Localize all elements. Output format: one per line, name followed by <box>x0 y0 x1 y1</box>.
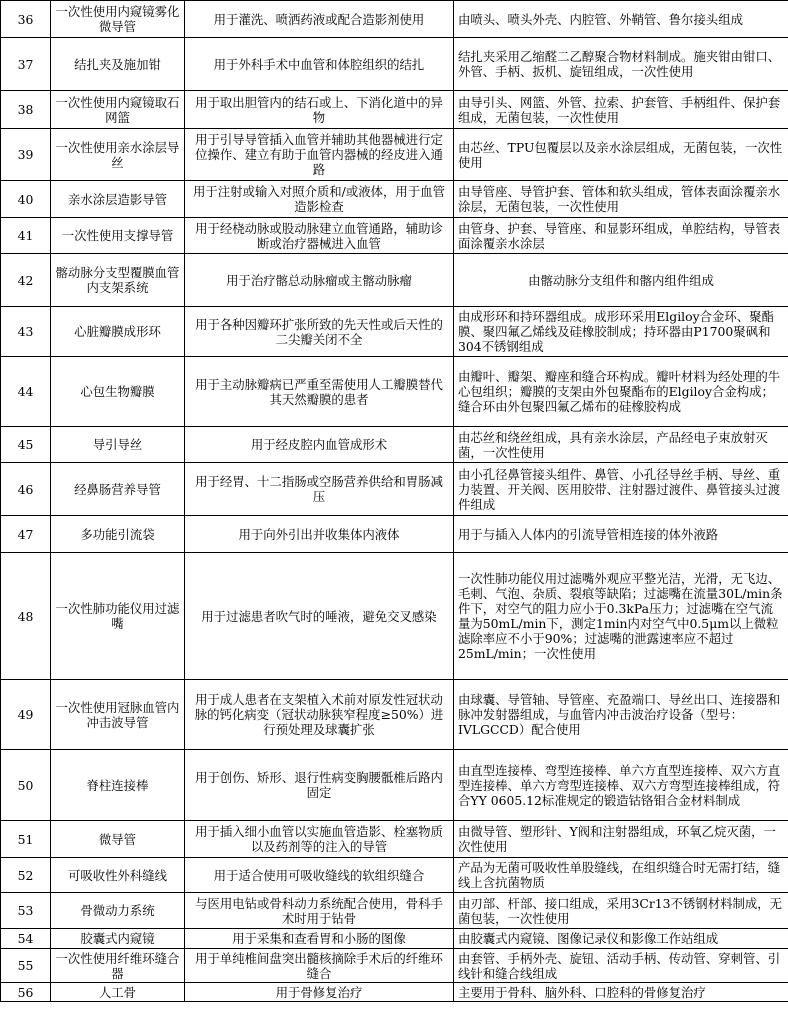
intended-use: 用于插入细小血管以实施血管造影、栓塞物质以及药剂等的注入的导管 <box>185 821 454 858</box>
table-row <box>1 357 788 427</box>
structure-composition: 由微导管、塑形针、Y阀和注射器组成，环氧乙烷灭菌，一次性使用 <box>454 821 788 858</box>
intended-use: 用于适合使用可吸收缝线的软组织缝合 <box>185 858 454 893</box>
intended-use: 与医用电钻或骨科动力系统配合使用，骨科手术时用于钻骨 <box>185 893 454 929</box>
row-number: 52 <box>1 858 51 893</box>
structure-composition: 由刃部、杆部、接口组成，采用3Cr13不锈钢材料制成，无菌包装，一次性使用 <box>454 893 788 929</box>
product-name: 一次性使用支撑导管 <box>51 218 185 254</box>
structure-composition: 一次性肺功能仪用过滤嘴外观应平整光洁，光滑，无飞边、毛刺、气泡、杂质、裂痕等缺陷；过滤嘴在流量30L/min条件下，对空气的阻力应小于0.3kPa压力；过滤嘴在空气流量为50mL/min下，测定1min内对空气中0.5μm以上微粒滤除率应不小于90%；过滤嘴的泄露速率应不超过25mL/min；一次性使用 <box>454 553 788 680</box>
row-number: 42 <box>1 254 51 307</box>
structure-composition: 产品为无菌可吸收性单股缝线，在组织缝合时无需打结，缝线上含抗菌物质 <box>454 858 788 893</box>
structure-composition: 用于与插入人体内的引流导管相连接的体外液路 <box>454 516 788 553</box>
intended-use: 用于各种因瓣环扩张所致的先天性或后天性的二尖瓣关闭不全 <box>185 307 454 357</box>
intended-use: 用于经皮腔内血管成形术 <box>185 427 454 463</box>
structure-composition: 由导管座、导管护套、管体和软头组成，管体表面涂覆亲水涂层，无菌包装，一次性使用 <box>454 181 788 218</box>
product-name: 经鼻肠营养导管 <box>51 463 185 516</box>
intended-use: 用于经桡动脉或股动脉建立血管通路，辅助诊断或治疗器械进入血管 <box>185 218 454 254</box>
table-row <box>1 680 788 750</box>
structure-composition: 由直型连接棒、弯型连接棒、单六方直型连接棒、双六方直型连接棒、单六方弯型连接棒、双六方弯型连接棒组成，符合YY 0605.12标准规定的锻造钴铬钼合金材料制成 <box>454 750 788 821</box>
structure-composition: 由芯丝、TPU包覆层以及亲水涂层组成，无菌包装，一次性使用 <box>454 129 788 181</box>
intended-use: 用于过滤患者吹气时的唾液，避免交叉感染 <box>185 553 454 680</box>
intended-use: 用于采集和查看胃和小肠的图像 <box>185 929 454 949</box>
structure-composition: 由管身、护套、导管座、和显影环组成，单腔结构，导管表面涂覆亲水涂层 <box>454 218 788 254</box>
intended-use: 用于治疗髂总动脉瘤或主髂动脉瘤 <box>185 254 454 307</box>
row-number: 48 <box>1 553 51 680</box>
structure-composition: 由芯丝和绕丝组成，具有亲水涂层，产品经电子束放射灭菌，一次性使用 <box>454 427 788 463</box>
table-row <box>1 516 788 553</box>
product-name: 多功能引流袋 <box>51 516 185 553</box>
table-row <box>1 218 788 254</box>
intended-use: 用于灌洗、喷洒药液或配合造影剂使用 <box>185 1 454 38</box>
product-name: 髂动脉分支型覆膜血管内支架系统 <box>51 254 185 307</box>
product-name: 脊柱连接棒 <box>51 750 185 821</box>
product-name: 结扎夹及施加钳 <box>51 38 185 91</box>
product-name: 微导管 <box>51 821 185 858</box>
row-number: 38 <box>1 91 51 129</box>
row-number: 55 <box>1 949 51 983</box>
intended-use: 用于向外引出并收集体内液体 <box>185 516 454 553</box>
structure-composition: 由瓣叶、瓣架、瓣座和缝合环构成。瓣叶材料为经处理的牛心包组织；瓣膜的支架由外包聚酯布的Elgiloy合金构成；缝合环由外包聚四氟乙烯布的硅橡胶构成 <box>454 357 788 427</box>
structure-composition: 由套管、手柄外壳、旋钮、活动手柄、传动管、穿刺管、引线针和缝合线组成 <box>454 949 788 983</box>
structure-composition: 由球囊、导管轴、导管座、充盈端口、导丝出口、连接器和脉冲发射器组成，与血管内冲击波治疗设备（型号：IVLGCCD）配合使用 <box>454 680 788 750</box>
intended-use: 用于成人患者在支架植入术前对原发性冠状动脉的钙化病变（冠状动脉狭窄程度≥50%）进行预处理及球囊扩张 <box>185 680 454 750</box>
row-number: 45 <box>1 427 51 463</box>
table-row <box>1 750 788 821</box>
product-name: 胶囊式内窥镜 <box>51 929 185 949</box>
table-row <box>1 983 788 1002</box>
row-number: 50 <box>1 750 51 821</box>
table-row <box>1 858 788 893</box>
intended-use: 用于主动脉瓣病已严重至需使用人工瓣膜替代其天然瓣膜的患者 <box>185 357 454 427</box>
structure-composition: 由髂动脉分支组件和髂内组件组成 <box>454 254 788 307</box>
structure-composition: 由导引头、网篮、外管、拉索、护套管、手柄组件、保护套组成，无菌包装，一次性使用 <box>454 91 788 129</box>
row-number: 56 <box>1 983 51 1002</box>
row-number: 36 <box>1 1 51 38</box>
product-name: 一次性使用纤维环缝合器 <box>51 949 185 983</box>
intended-use: 用于创伤、矫形、退行性病变胸腰骶椎后路内固定 <box>185 750 454 821</box>
table-row <box>1 307 788 357</box>
product-name: 心包生物瓣膜 <box>51 357 185 427</box>
intended-use: 用于经胃、十二指肠或空肠营养供给和胃肠减压 <box>185 463 454 516</box>
table-row <box>1 129 788 181</box>
table-row <box>1 463 788 516</box>
intended-use: 用于引导导管插入血管并辅助其他器械进行定位操作、建立有助于血管内器械的经皮进入通路 <box>185 129 454 181</box>
row-number: 40 <box>1 181 51 218</box>
table-row <box>1 553 788 680</box>
structure-composition: 由小孔径鼻管接头组件、鼻管、小孔径导丝手柄、导丝、重力装置、开关阀、医用胶带、注射器过渡件、鼻管接头过渡件组成 <box>454 463 788 516</box>
product-name: 导引导丝 <box>51 427 185 463</box>
intended-use: 用于单纯椎间盘突出髓核摘除手术后的纤维环缝合 <box>185 949 454 983</box>
row-number: 39 <box>1 129 51 181</box>
row-number: 46 <box>1 463 51 516</box>
structure-composition: 由成形环和持环器组成。成形环采用Elgiloy合金环、聚酯膜、聚四氟乙烯线及硅橡胶制成；持环器由P1700聚砜和304不锈钢组成 <box>454 307 788 357</box>
row-number: 51 <box>1 821 51 858</box>
table-row <box>1 427 788 463</box>
row-number: 47 <box>1 516 51 553</box>
table-row <box>1 893 788 929</box>
table-row <box>1 929 788 949</box>
intended-use: 用于注射或输入对照介质和/或液体，用于血管造影检查 <box>185 181 454 218</box>
product-name: 一次性使用内窥镜雾化微导管 <box>51 1 185 38</box>
table-row <box>1 91 788 129</box>
product-name: 一次性使用亲水涂层导丝 <box>51 129 185 181</box>
intended-use: 用于骨修复治疗 <box>185 983 454 1002</box>
product-name: 骨微动力系统 <box>51 893 185 929</box>
row-number: 53 <box>1 893 51 929</box>
row-number: 37 <box>1 38 51 91</box>
intended-use: 用于外科手术中血管和体腔组织的结扎 <box>185 38 454 91</box>
intended-use: 用于取出胆管内的结石或上、下消化道中的异物 <box>185 91 454 129</box>
row-number: 49 <box>1 680 51 750</box>
product-name: 一次性使用内窥镜取石网篮 <box>51 91 185 129</box>
product-name: 人工骨 <box>51 983 185 1002</box>
table-row <box>1 254 788 307</box>
table-row <box>1 949 788 983</box>
product-name: 可吸收性外科缝线 <box>51 858 185 893</box>
structure-composition: 由胶囊式内窥镜、图像记录仪和影像工作站组成 <box>454 929 788 949</box>
product-name: 亲水涂层造影导管 <box>51 181 185 218</box>
structure-composition: 主要用于骨科、脑外科、口腔科的骨修复治疗 <box>454 983 788 1002</box>
product-name: 一次性使用冠脉血管内冲击波导管 <box>51 680 185 750</box>
table-row <box>1 1 788 38</box>
row-number: 44 <box>1 357 51 427</box>
table-row <box>1 38 788 91</box>
row-number: 54 <box>1 929 51 949</box>
product-name: 一次性肺功能仪用过滤嘴 <box>51 553 185 680</box>
table-row <box>1 821 788 858</box>
structure-composition: 结扎夹采用乙缩醛二乙醇聚合物材料制成。施夹钳由钳口、外管、手柄、扳机、旋钮组成，一次性使用 <box>454 38 788 91</box>
product-name: 心脏瓣膜成形环 <box>51 307 185 357</box>
structure-composition: 由喷头、喷头外壳、内腔管、外鞘管、鲁尔接头组成 <box>454 1 788 38</box>
row-number: 41 <box>1 218 51 254</box>
table-row <box>1 181 788 218</box>
row-number: 43 <box>1 307 51 357</box>
